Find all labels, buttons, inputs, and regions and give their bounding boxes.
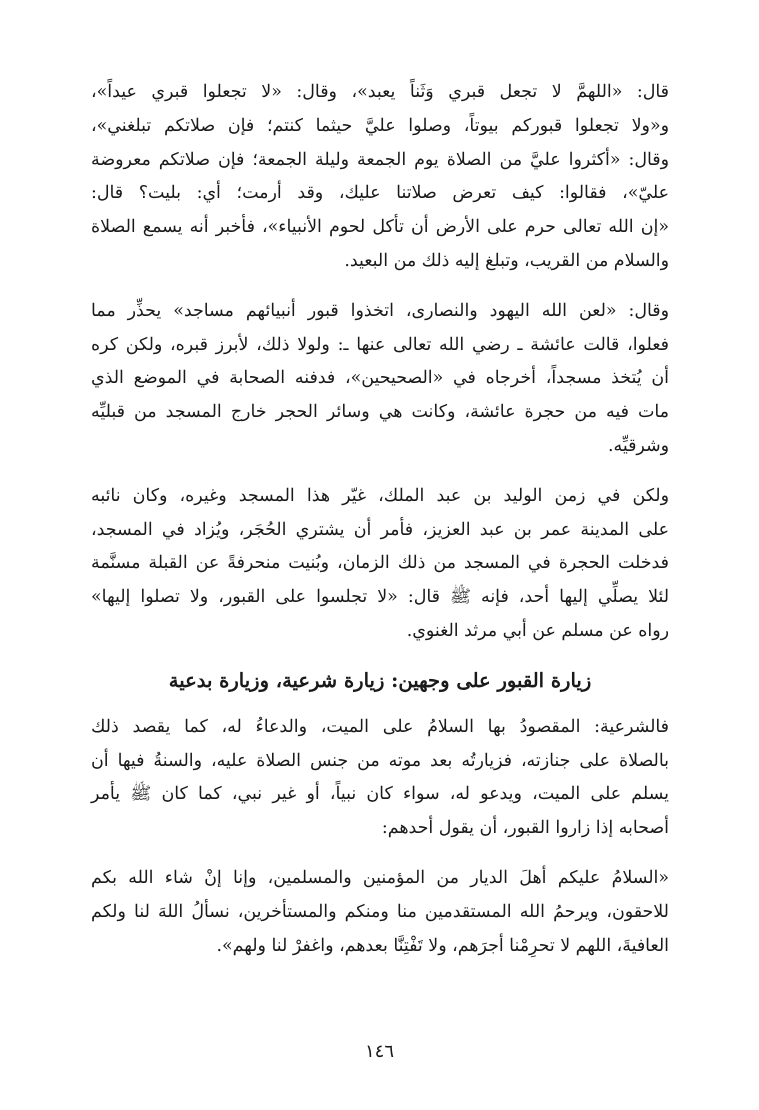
text-line: وقال: «أكثروا عليَّ من الصلاة يوم الجمعة وليلة الجمعة؛ فإن صلاتكم معروضة [91, 149, 669, 170]
paragraph-3 [91, 480, 669, 649]
text-line: يسلم على الميت، ويدعو له، سواء كان نبياً، أو غير نبي، كما كان ﷺ يأمر [91, 784, 669, 805]
text-line: وقال: «لعن الله اليهود والنصارى، اتخذوا قبور أنبيائهم مساجد» يحذِّر مما [91, 300, 669, 321]
text-line: على المدينة عمر بن عبد العزيز، فأمر أن يشتري الحُجَر، ويُزاد في المسجد، [91, 519, 669, 540]
text-line: عليّ»، فقالوا: كيف تعرض صلاتنا عليك، وقد أرمت؛ أي: بليت؟ قال: [91, 183, 669, 204]
text-line: للاحقون، ويرحمُ الله المستقدمين منا ومنكم والمستأخرين، نسألُ اللهَ لنا ولكم [91, 901, 669, 922]
text-line: أصحابه إذا زاروا القبور، أن يقول أحدهم: [381, 818, 669, 839]
text-line: لئلا يصلِّي إليها أحد، فإنه ﷺ قال: «لا تجلسوا على القبور، ولا تصلوا إليها» [91, 587, 669, 608]
text-line: و«ولا تجعلوا قبوركم بيوتاً، وصلوا عليَّ حيثما كنتم؛ فإن صلاتكم تبلغني»، [91, 115, 669, 136]
text-line: وشرقيِّه. [608, 435, 669, 456]
text-line: فالشرعية: المقصودُ بها السلامُ على الميت، والدعاءُ له، كما يقصد ذلك [91, 716, 669, 737]
paragraph-2 [91, 295, 669, 464]
text-line: ولكن في زمن الوليد بن عبد الملك، غيّر هذا المسجد وغيره، وكان نائبه [91, 485, 669, 506]
text-line: رواه عن مسلم عن أبي مرثد الغنوي. [406, 620, 669, 641]
text-line: والسلام من القريب، وتبلغ إليه ذلك من البعيد. [344, 250, 669, 271]
text-line: فدخلت الحجرة في المسجد من ذلك الزمان، وبُنيت منحرفةً عن القبلة مسنَّمة [91, 553, 669, 574]
page-number: ١٤٦ [364, 1041, 394, 1062]
paragraph-5 [91, 862, 669, 963]
paragraph-4 [91, 711, 669, 846]
paragraph-1 [91, 76, 669, 279]
text-line: فعلوا، قالت عائشة ـ رضي الله تعالى عنها ـ: ولولا ذلك، لأبرز قبره، ولكن كره [91, 334, 669, 355]
text-line: مات فيه من حجرة عائشة، وكانت هي وسائر الحجر خارج المسجد من قبليِّه [91, 402, 669, 423]
text-line: بالصلاة على جنازته، فزيارتُه بعد موته من جنس الصلاة عليه، والسنةُ فيها أن [91, 750, 669, 771]
text-line: «إن الله تعالى حرم على الأرض أن تأكل لحوم الأنبياء»، فأخبر أنه يسمع الصلاة [91, 217, 669, 238]
text-line: العافيةَ، اللهم لا تحرِمْنا أجرَهم، ولا تَفْتِنَّا بعدهم، واغفرْ لنا ولهم». [216, 935, 669, 956]
text-line: «السلامُ عليكم أهلَ الديار من المؤمنين والمسلمين، وإنا إنْ شاء الله بكم [91, 867, 669, 888]
text-line: قال: «اللهمَّ لا تجعل قبري وَثَناً يعبد»، وقال: «لا تجعلوا قبري عيداً»، [91, 82, 669, 102]
section-heading: زيارة القبور على وجهين: زيارة شرعية، وزيارة بدعية [168, 668, 592, 692]
text-line: أن يُتخذ مسجداً، أخرجاه في «الصحيحين»، فدفنه الصحابة في الموضع الذي [91, 368, 669, 389]
